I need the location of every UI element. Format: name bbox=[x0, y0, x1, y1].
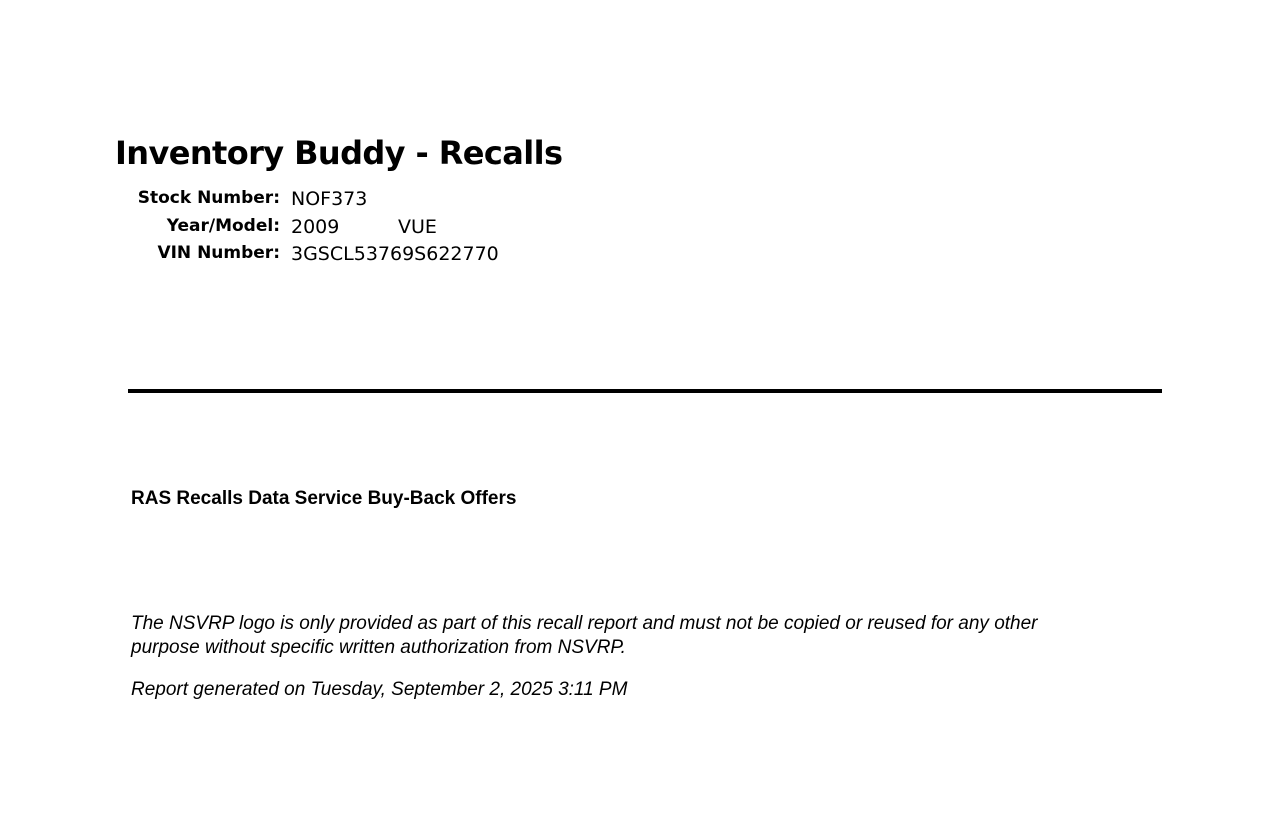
page-title: Inventory Buddy - Recalls bbox=[115, 134, 563, 172]
year-model-value bbox=[291, 216, 437, 238]
stock-number-label: Stock Number: bbox=[137, 188, 280, 208]
model-value: VUE bbox=[398, 215, 437, 238]
nsvrp-notice-paragraph bbox=[131, 612, 1151, 659]
vin-number-label: VIN Number: bbox=[157, 243, 280, 263]
vehicle-info-table bbox=[116, 186, 499, 269]
year-model-label: Year/Model: bbox=[166, 215, 280, 236]
year-model-row bbox=[116, 214, 499, 242]
buyback-offers-heading: RAS Recalls Data Service Buy-Back Offers bbox=[131, 488, 517, 509]
year-value: 2009 bbox=[291, 215, 340, 238]
stock-number-value: NOF373 bbox=[291, 188, 368, 210]
stock-number-row bbox=[116, 186, 499, 214]
horizontal-rule bbox=[128, 389, 1162, 393]
vin-number-value: 3GSCL53769S622770 bbox=[291, 243, 499, 265]
report-generated-timestamp: Report generated on Tuesday, September 2, 2025 3:11 PM bbox=[131, 679, 628, 700]
vin-number-row bbox=[116, 241, 499, 269]
nsvrp-notice-line-2: purpose without specific written authorization from NSVRP. bbox=[131, 636, 626, 658]
nsvrp-notice-line-1: The NSVRP logo is only provided as part of this recall report and must not be copied or reused for any other bbox=[131, 613, 1038, 634]
